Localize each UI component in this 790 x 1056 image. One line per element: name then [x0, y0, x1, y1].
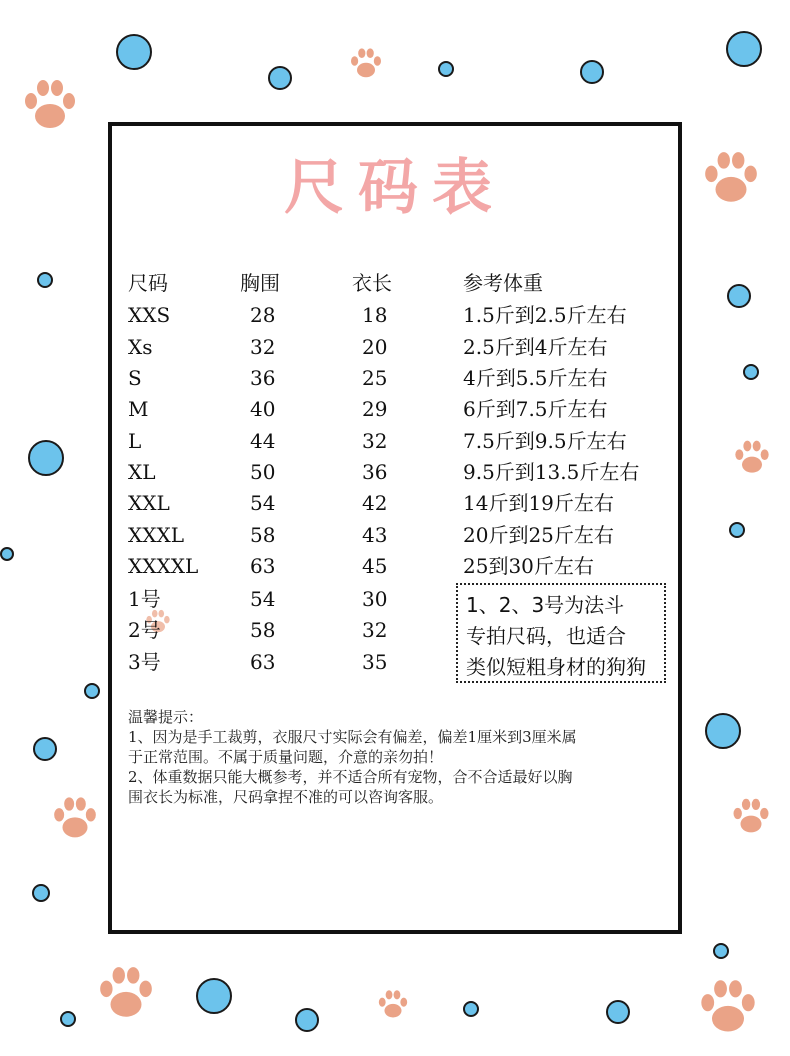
bubble-icon [463, 1001, 479, 1017]
paw-print-icon [696, 976, 760, 1040]
tip-line: 于正常范围。不属于质量问题，介意的亲勿拍！ [128, 748, 444, 766]
bubble-icon [727, 284, 751, 308]
cell-length: 18 [362, 303, 388, 327]
cell-size: XL [128, 460, 156, 484]
cell-size: XXS [128, 303, 171, 327]
cell-length: 32 [362, 618, 388, 642]
cell-size: 2号 [128, 618, 161, 642]
cell-chest: 54 [250, 587, 276, 611]
cell-size: M [128, 397, 149, 421]
bubble-icon [33, 737, 57, 761]
cell-length: 32 [362, 429, 388, 453]
tip-line: 2、体重数据只能大概参考，并不适合所有宠物，合不合适最好以胸 [128, 768, 573, 786]
cell-chest: 50 [250, 460, 276, 484]
cell-size: 3号 [128, 650, 161, 674]
note-line: 1、2、3号为法斗 [466, 593, 625, 617]
cell-chest: 36 [250, 366, 276, 390]
cell-size: Xs [128, 335, 153, 359]
cell-size: S [128, 366, 142, 390]
cell-chest: 58 [250, 618, 276, 642]
cell-size: L [128, 429, 142, 453]
bubble-icon [743, 364, 759, 380]
bubble-icon [37, 272, 53, 288]
cell-length: 35 [362, 650, 388, 674]
cell-length: 25 [362, 366, 388, 390]
header-size: 尺码 [128, 271, 168, 295]
bubble-icon [705, 713, 741, 749]
paw-print-icon [376, 988, 410, 1022]
cell-length: 45 [362, 554, 388, 578]
bubble-icon [196, 978, 232, 1014]
bubble-icon [84, 683, 100, 699]
bubble-icon [438, 61, 454, 77]
bubble-icon [726, 31, 762, 67]
cell-chest: 28 [250, 303, 276, 327]
cell-length: 30 [362, 587, 388, 611]
header-length: 衣长 [352, 271, 392, 295]
cell-length: 42 [362, 491, 388, 515]
bubble-icon [32, 884, 50, 902]
cell-weight: 25到30斤左右 [463, 554, 594, 578]
cell-chest: 44 [250, 429, 276, 453]
bubble-icon [606, 1000, 630, 1024]
cell-size: XXXXL [128, 554, 199, 578]
paw-print-icon [730, 796, 772, 838]
bubble-icon [116, 34, 152, 70]
cell-length: 29 [362, 397, 388, 421]
note-line: 专拍尺码，也适合 [466, 624, 626, 648]
tip-line: 1、因为是手工裁剪，衣服尺寸实际会有偏差，偏差1厘米到3厘米属 [128, 728, 577, 746]
paw-print-icon [20, 76, 80, 136]
cell-weight: 4斤到5.5斤左右 [463, 366, 608, 390]
bubble-icon [713, 943, 729, 959]
tip-line: 围衣长为标准，尺码拿捏不准的可以咨询客服。 [128, 788, 444, 806]
cell-length: 43 [362, 523, 388, 547]
cell-weight: 6斤到7.5斤左右 [463, 397, 608, 421]
cell-weight: 2.5斤到4斤左右 [463, 335, 608, 359]
paw-print-icon [348, 46, 384, 82]
cell-size: XXXL [128, 523, 184, 547]
bubble-icon [268, 66, 292, 90]
bubble-icon [0, 547, 14, 561]
cell-chest: 63 [250, 650, 276, 674]
bubble-icon [295, 1008, 319, 1032]
cell-size: 1号 [128, 587, 161, 611]
cell-chest: 32 [250, 335, 276, 359]
cell-weight: 1.5斤到2.5斤左右 [463, 303, 627, 327]
cell-weight: 20斤到25斤左右 [463, 523, 614, 547]
cell-chest: 40 [250, 397, 276, 421]
cell-weight: 9.5斤到13.5斤左右 [463, 460, 640, 484]
cell-chest: 63 [250, 554, 276, 578]
cell-weight: 14斤到19斤左右 [463, 491, 614, 515]
cell-chest: 54 [250, 491, 276, 515]
cell-chest: 58 [250, 523, 276, 547]
cell-weight: 7.5斤到9.5斤左右 [463, 429, 627, 453]
bubble-icon [729, 522, 745, 538]
paw-print-icon [732, 438, 772, 478]
tips-heading: 温馨提示： [128, 708, 204, 726]
cell-size: XXL [128, 491, 170, 515]
note-line: 类似短粗身材的狗狗 [466, 655, 646, 679]
header-weight: 参考体重 [463, 271, 543, 295]
cell-length: 36 [362, 460, 388, 484]
bubble-icon [60, 1011, 76, 1027]
page-title: 尺码表 [284, 153, 506, 223]
header-chest: 胸围 [240, 271, 280, 295]
paw-print-icon [95, 963, 157, 1025]
bubble-icon [28, 440, 64, 476]
cell-length: 20 [362, 335, 388, 359]
bubble-icon [580, 60, 604, 84]
paw-print-icon [50, 794, 100, 844]
